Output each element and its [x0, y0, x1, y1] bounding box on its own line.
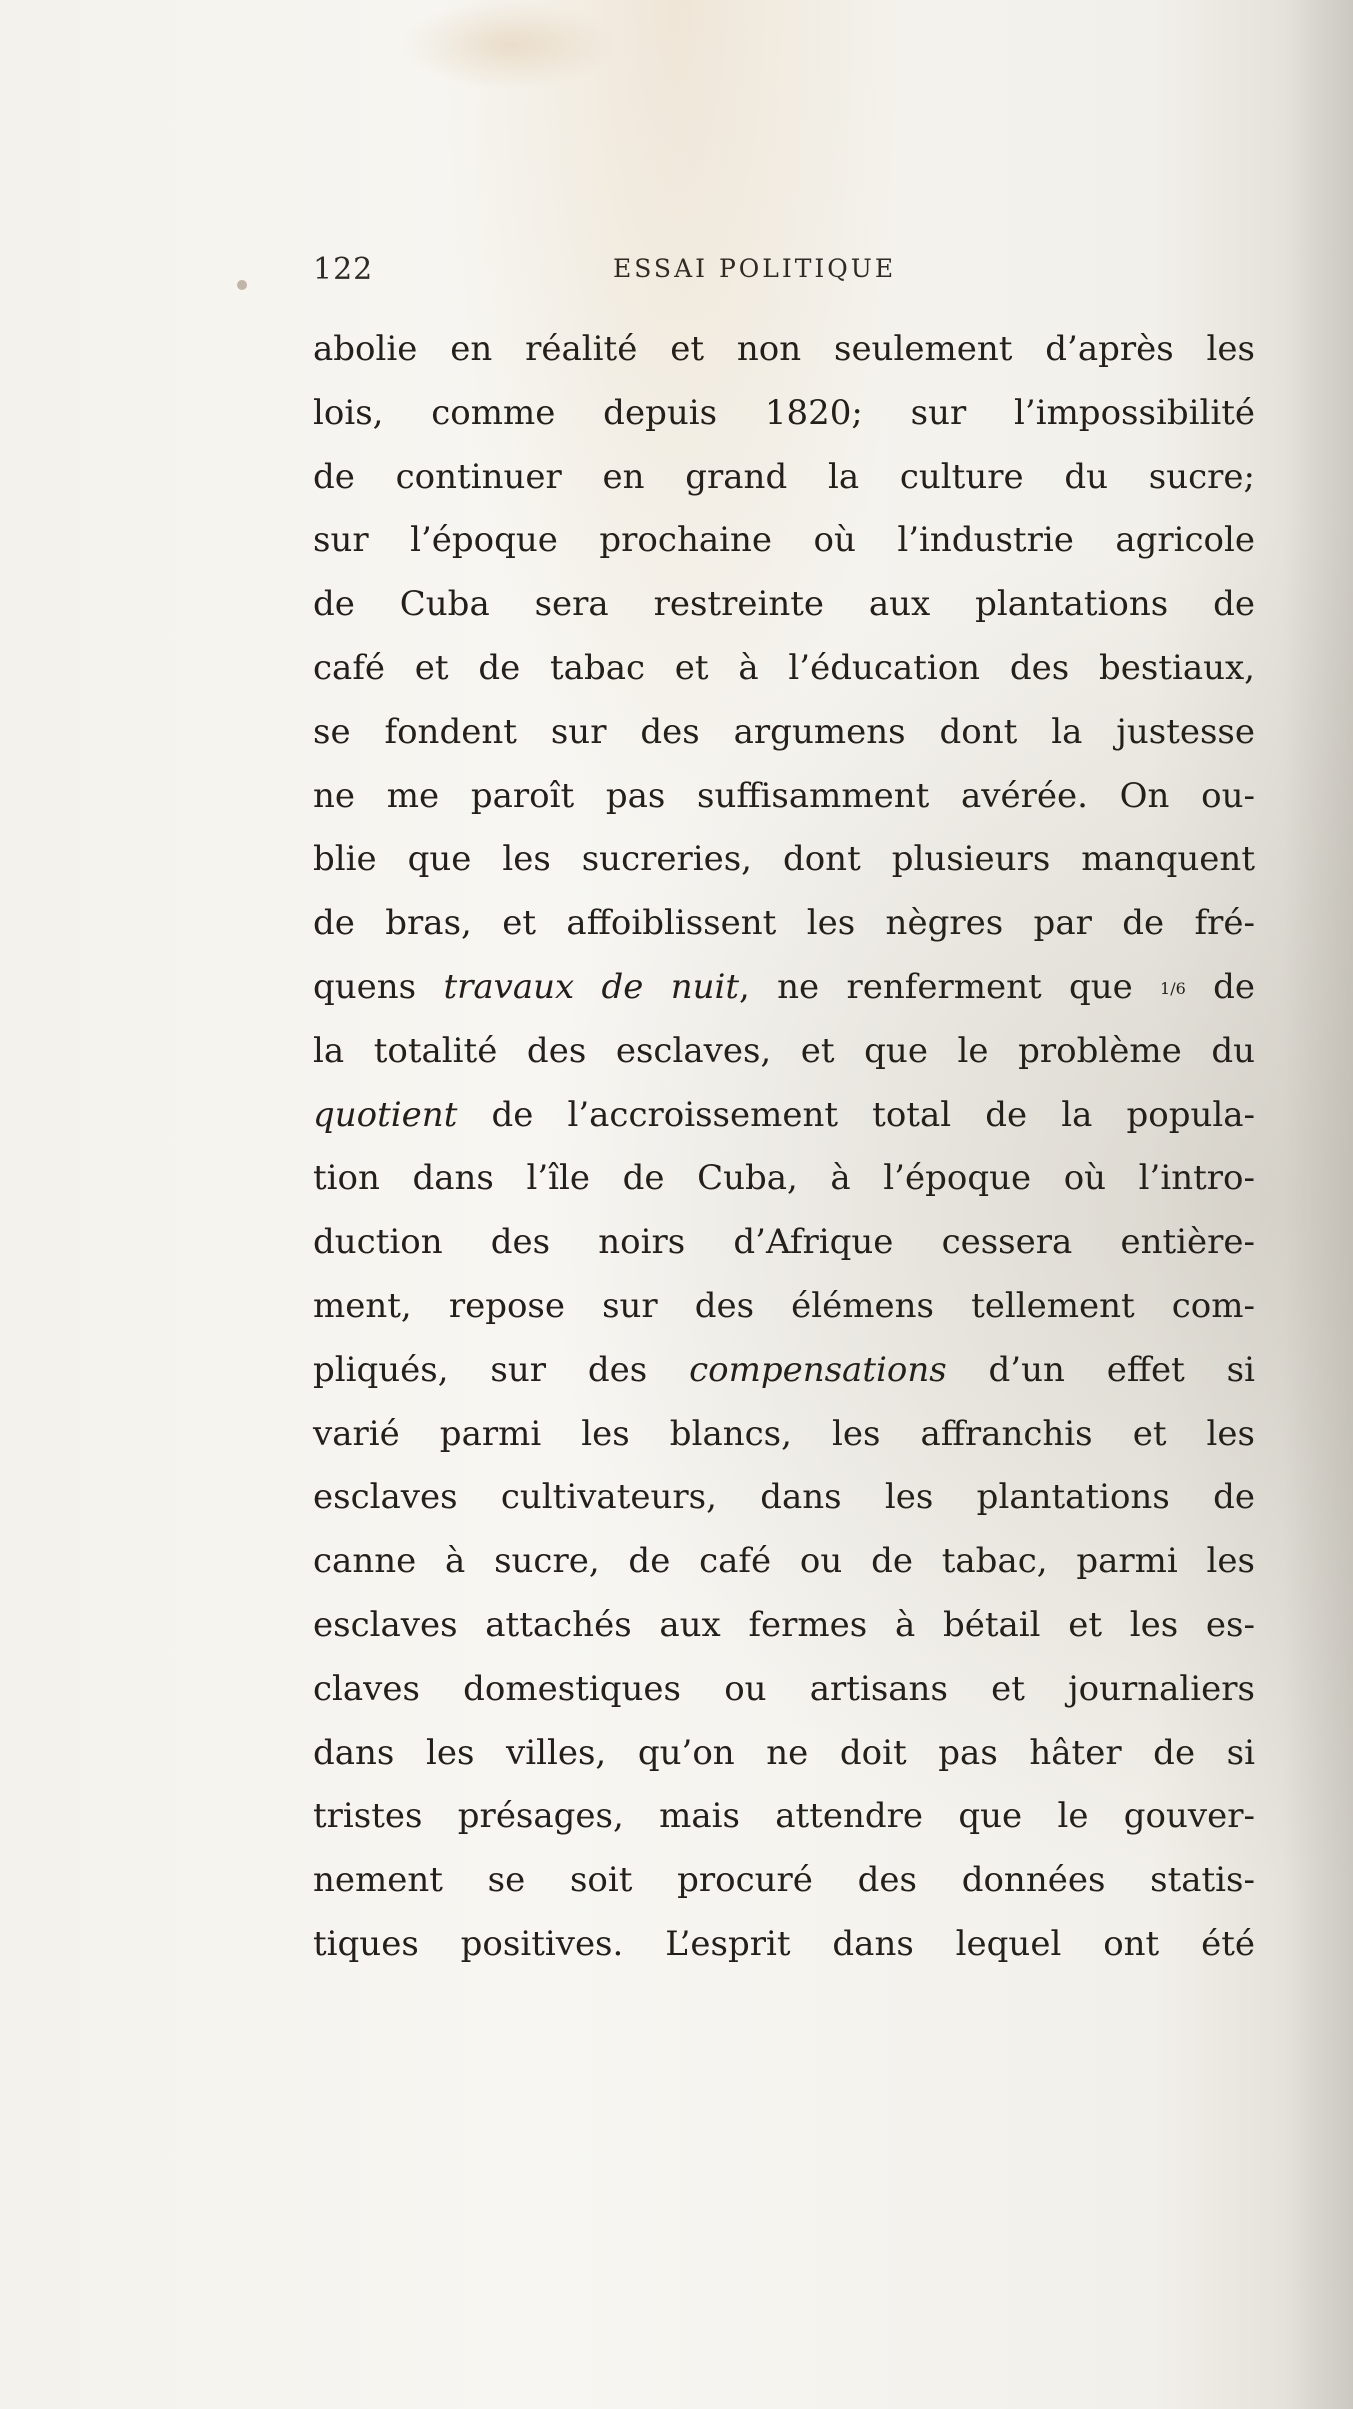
text-segment: abolie en réalité et non seulement d’après les — [313, 329, 1255, 369]
text-segment: café et de tabac et à l’éducation des bestiaux, — [313, 647, 1255, 688]
text-segment: tion dans l’île de Cuba, à l’époque où l’intro- — [313, 1158, 1255, 1199]
text-segment: de — [1185, 966, 1255, 1007]
text-segment: pliqués, sur des — [313, 1349, 690, 1390]
text-line — [313, 1403, 1255, 1467]
text-line — [313, 1275, 1255, 1339]
text-segment: varié parmi les blancs, les affranchis et les — [313, 1413, 1255, 1454]
text-segment: de l’accroissement total de la popula- — [457, 1094, 1255, 1135]
paper-stain — [400, 0, 620, 90]
text-line — [313, 446, 1255, 510]
italic-phrase: travaux de nuit — [443, 966, 740, 1007]
page-number: 122 — [313, 252, 374, 287]
text-line — [313, 509, 1255, 573]
text-segment: esclaves attachés aux fermes à bétail et les es- — [313, 1604, 1255, 1645]
text-line — [313, 1020, 1255, 1084]
text-line — [313, 1084, 1255, 1148]
running-head: ESSAI POLITIQUE — [613, 254, 897, 283]
text-segment: tiques positives. L’esprit dans lequel ont été — [313, 1923, 1255, 1964]
text-segment: , ne renferment que — [739, 966, 1161, 1007]
text-line — [313, 1466, 1255, 1530]
text-segment: nement se soit procuré des données statis- — [313, 1860, 1255, 1901]
page-header — [313, 252, 1243, 292]
text-segment: ment, repose sur des élémens tellement com- — [313, 1285, 1255, 1326]
text-line — [313, 956, 1255, 1020]
italic-phrase: compensations — [689, 1349, 947, 1390]
italic-phrase: quotient — [313, 1094, 458, 1135]
text-line — [313, 1594, 1255, 1658]
text-segment: dans les villes, qu’on ne doit pas hâter de si — [313, 1732, 1255, 1773]
text-segment: de Cuba sera restreinte aux plantations de — [313, 584, 1255, 625]
text-segment: d’un effet si — [946, 1349, 1255, 1390]
text-line — [313, 1211, 1255, 1275]
spine-shadow — [1283, 0, 1353, 2409]
text-segment: blie que les sucreries, dont plusieurs manquent — [313, 839, 1255, 880]
text-line — [313, 1785, 1255, 1849]
text-segment: de bras, et affoiblissent les nègres par de fré- — [313, 903, 1255, 944]
text-line — [313, 1147, 1255, 1211]
text-line — [313, 637, 1255, 701]
text-line — [313, 1530, 1255, 1594]
text-segment: duction des noirs d’Afrique cessera entière- — [313, 1222, 1255, 1263]
text-line — [313, 765, 1255, 829]
text-line — [313, 573, 1255, 637]
text-segment: de continuer en grand la culture du sucre; — [313, 456, 1255, 497]
text-line — [313, 892, 1255, 956]
text-line — [313, 828, 1255, 892]
text-line — [313, 1913, 1255, 1977]
text-segment: ne me paroît pas suffisamment avérée. On ou- — [313, 775, 1255, 816]
text-line — [313, 1849, 1255, 1913]
text-segment: sur l’époque prochaine où l’industrie agricole — [313, 520, 1255, 561]
ink-dot — [237, 280, 247, 290]
text-line — [313, 701, 1255, 765]
text-line — [313, 1339, 1255, 1403]
text-segment: tristes présages, mais attendre que le gouver- — [313, 1796, 1255, 1837]
text-segment: esclaves cultivateurs, dans les plantations de — [313, 1477, 1255, 1518]
text-segment: quens — [313, 966, 444, 1007]
text-segment: la totalité des esclaves, et que le problème du — [313, 1030, 1255, 1071]
text-segment: canne à sucre, de café ou de tabac, parmi les — [313, 1541, 1255, 1582]
text-line — [313, 318, 1255, 382]
text-line — [313, 1722, 1255, 1786]
text-segment: claves domestiques ou artisans et journaliers — [313, 1668, 1255, 1709]
text-line — [313, 1658, 1255, 1722]
text-line — [313, 382, 1255, 446]
body-text — [313, 318, 1255, 1977]
fraction-one-sixth: 1/6 — [1160, 978, 1186, 998]
text-segment: lois, comme depuis 1820; sur l’impossibilité — [313, 392, 1255, 433]
text-segment: se fondent sur des argumens dont la justesse — [313, 711, 1255, 752]
